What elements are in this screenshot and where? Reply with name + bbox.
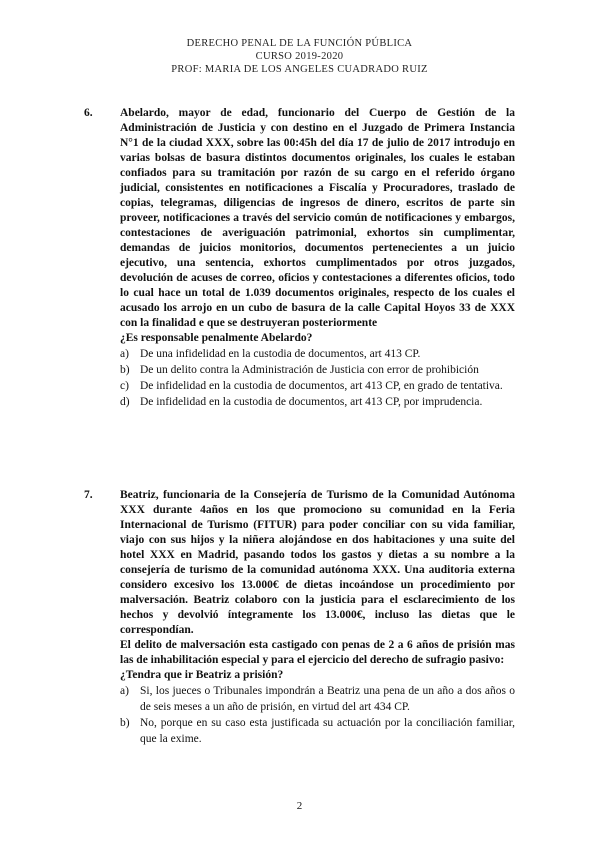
option-letter: c) (120, 380, 129, 392)
option-text: De infidelidad en la custodia de documentos, art 413 CP, por imprudencia. (140, 396, 483, 408)
course-year: CURSO 2019-2020 (255, 51, 344, 62)
page-number: 2 (296, 800, 303, 812)
option-text: Si, los jueces o Tribunales impondrán a Beatriz una pena de un año a dos años o de seis meses a un año de prisión, en virtud del art 434 CP. (140, 685, 515, 713)
option-a (104, 683, 515, 715)
question-6 (84, 106, 515, 410)
option-b (104, 362, 515, 378)
option-text: De infidelidad en la custodia de documentos, art 413 CP, en grado de tentativa. (140, 380, 503, 392)
option-letter: b) (120, 364, 130, 376)
question-prompt: ¿Tendra que ir Beatriz a prisión? (120, 669, 284, 681)
option-text: De un delito contra la Administración de Justicia con error de prohibición (140, 364, 479, 376)
option-d (104, 394, 515, 410)
option-letter: b) (120, 717, 130, 729)
question-7 (84, 488, 515, 747)
option-text: De una infidelidad en la custodia de documentos, art 413 CP. (140, 348, 421, 360)
answer-options (104, 346, 515, 410)
question-stem: Abelardo, mayor de edad, funcionario del Cuerpo de Gestión de la Administración de Justicia y con destino en el Juzgado de Primera Instancia N°1 de la ciudad XXX, sobre las 00:45h del día 17 de julio de 2017 introdujo en varias bolsas de basura distintos documentos originales, los cuales le estaban confiados para su tramitación por razón de su cargo en el referido órgano judicial, consistentes en notificaciones a Fiscalía y Procuradores, traslado de copias, telegramas, diligencias de ingresos de dinero, escritos de parte sin proveer, notificaciones a través del servicio común de notificaciones y embargos, contestaciones de averiguación patrimonial, exhortos sin cumplimentar, demandas de juicios monitorios, documentos pertenecientes a un juicio ejecutivo, una sentencia, exhortos cumplimentados por otros juzgados, devolución de acuses de correo, oficios y contestaciones a diferentes oficios, todo lo cual hace un total de 1.039 documentos originales, respecto de los cuales el acusado los arrojo en un cubo de basura de la calle Capital Hoyos 33 de XXX con la finalidad e que se destruyeran posteriormente (120, 107, 515, 329)
answer-options (104, 683, 515, 747)
option-a (104, 346, 515, 362)
option-text: No, porque en su caso esta justificada su actuación por la conciliación familiar, que la exime. (140, 717, 515, 745)
document-header (0, 37, 599, 76)
option-b (104, 715, 515, 747)
option-letter: a) (120, 348, 129, 360)
question-number: 6. (84, 107, 93, 119)
question-prompt: ¿Es responsable penalmente Abelardo? (120, 332, 313, 344)
course-title: DERECHO PENAL DE LA FUNCIÓN PÚBLICA (186, 38, 413, 49)
question-context: El delito de malversación esta castigado con penas de 2 a 6 años de prisión mas las de inhabilitación especial y para el ejercicio del derecho de sufragio pasivo: (120, 639, 515, 666)
question-number: 7. (84, 489, 93, 501)
question-stem: Beatriz, funcionaria de la Consejería de Turismo de la Comunidad Autónoma XXX durante 4años en los que promociono su comunidad en la Feria Internacional de Turismo (FITUR) para poder conciliar con su vida familiar, viajo con sus hijos y la niñera alojándose en dos habitaciones y una suite del hotel XXX en Madrid, pasando todos los gastos y dietas a su nombre a la consejería de turismo de la comunidad autónoma XXX. Una auditoria externa considero excesivo los 13.000€ de dietas incoándose un procedimiento por malversación. Beatriz colaboro con la justicia para el esclarecimiento de los hechos y devolvió íntegramente los 13.000€, incluso las dietas que le correspondían. (120, 489, 515, 636)
option-letter: d) (120, 396, 130, 408)
option-letter: a) (120, 685, 129, 697)
professor-name: PROF: MARIA DE LOS ANGELES CUADRADO RUIZ (171, 64, 428, 75)
option-c (104, 378, 515, 394)
